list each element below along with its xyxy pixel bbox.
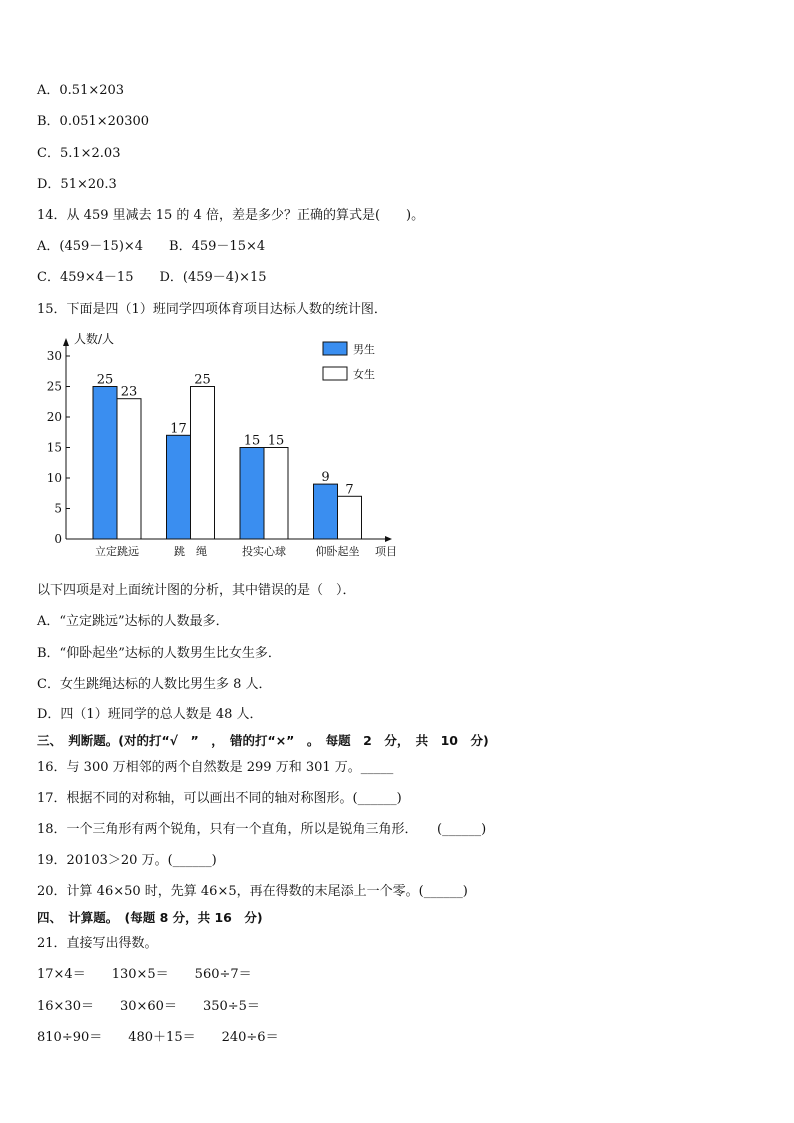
q13-option-c: C．5.1×2.03 — [37, 146, 121, 161]
calc-row-2: 16×30＝ 30×60＝ 350÷5＝ — [37, 999, 260, 1014]
q21-stem: 21．直接写出得数。 — [37, 936, 158, 951]
y-axis-label: 人数/人 — [74, 332, 115, 346]
y-tick-label: 0 — [54, 532, 62, 546]
y-tick-label: 15 — [46, 440, 62, 455]
q13-option-a: A．0.51×203 — [37, 83, 125, 98]
bar — [338, 496, 362, 539]
q16: 16．与 300 万相邻的两个自然数是 299 万和 301 万。_____ — [37, 760, 394, 775]
x-category-label: 立定跳远 — [95, 545, 139, 558]
section3-heading: 三、 判断题。(对的打“√ ” ， 错的打“×” 。 每题 2 分， 共 10 分) — [37, 733, 489, 748]
q15-option-c: C．女生跳绳达标的人数比男生多 8 人． — [37, 677, 272, 692]
q14-stem: 14．从 459 里减去 15 的 4 倍，差是多少？正确的算式是( )。 — [37, 208, 425, 223]
y-tick-label: 10 — [46, 471, 62, 485]
bar — [167, 435, 191, 539]
q15-question: 以下四项是对上面统计图的分析，其中错误的是（ ）． — [37, 583, 356, 598]
y-tick-label: 5 — [54, 501, 62, 516]
legend-label: 男生 — [353, 343, 375, 356]
q19: 19．20103＞20 万。(______) — [37, 853, 217, 868]
y-tick-label: 25 — [46, 379, 62, 394]
bar-value-label: 15 — [243, 433, 261, 449]
y-tick-label: 20 — [46, 410, 62, 424]
q15-option-b: B．“仰卧起坐”达标的人数男生比女生多． — [37, 646, 281, 661]
bar-value-label: 25 — [96, 372, 114, 388]
bar — [93, 387, 117, 540]
bar — [314, 484, 338, 539]
legend-label: 女生 — [353, 368, 375, 381]
y-tick-label: 30 — [46, 349, 62, 363]
x-category-label: 跳 绳 — [174, 545, 207, 558]
legend-swatch — [323, 342, 347, 355]
bar — [240, 448, 264, 540]
bar-value-label: 9 — [321, 470, 330, 486]
x-category-label: 仰卧起坐 — [315, 545, 360, 558]
x-category-label: 投实心球 — [242, 545, 286, 558]
q15-stem: 15．下面是四（1）班同学四项体育项目达标人数的统计图． — [37, 302, 387, 317]
y-axis-arrow — [63, 338, 69, 346]
q15-option-a: A．“立定跳远”达标的人数最多． — [37, 614, 229, 629]
bar — [264, 448, 288, 540]
q17: 17．根据不同的对称轴，可以画出不同的轴对称图形。(______) — [37, 791, 402, 806]
calc-row-1: 17×4＝ 130×5＝ 560÷7＝ — [37, 967, 252, 982]
q14-options-ab: A．(459－15)×4 B．459－15×4 — [37, 239, 266, 254]
x-axis-arrow — [385, 536, 392, 542]
q18: 18．一个三角形有两个锐角，只有一个直角，所以是锐角三角形． (______) — [37, 822, 487, 837]
bar-value-label: 15 — [267, 433, 285, 449]
q13-option-b: B．0.051×20300 — [37, 114, 150, 129]
legend-swatch — [323, 367, 347, 380]
bar-value-label: 23 — [120, 384, 138, 400]
q20: 20．计算 46×50 时，先算 46×5，再在得数的末尾添上一个零。(______) — [37, 884, 468, 899]
q13-option-d: D．51×20.3 — [37, 177, 117, 192]
bar — [117, 399, 141, 539]
q15-option-d: D．四（1）班同学的总人数是 48 人． — [37, 707, 263, 722]
calc-row-3: 810÷90＝ 480＋15＝ 240÷6＝ — [37, 1030, 279, 1045]
bar — [191, 387, 215, 540]
bar-value-label: 17 — [170, 421, 187, 437]
section4-heading: 四、 计算题。 (每题 8 分，共 16 分) — [37, 910, 263, 925]
bar-value-label: 25 — [194, 372, 211, 388]
q14-options-cd: C．459×4－15 D．(459－4)×15 — [37, 270, 267, 285]
bar-chart — [40, 326, 410, 561]
x-axis-label: 项目 — [375, 545, 397, 558]
bar-value-label: 7 — [345, 482, 354, 498]
